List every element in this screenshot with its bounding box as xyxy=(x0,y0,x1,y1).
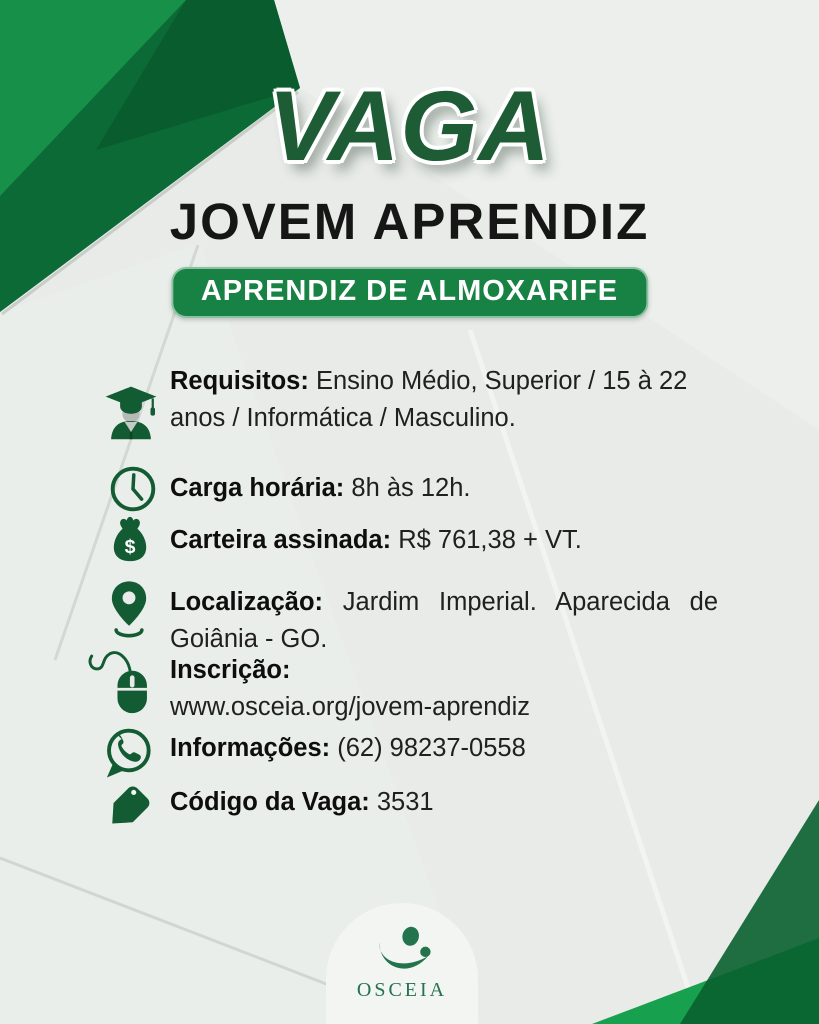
job-role-badge: APRENDIZ DE ALMOXARIFE xyxy=(171,267,648,318)
detail-value: R$ 761,38 + VT. xyxy=(398,526,582,554)
tag-icon xyxy=(98,778,156,836)
poster-title: VAGA xyxy=(268,70,551,181)
detail-value: 8h às 12h. xyxy=(351,474,471,502)
detail-carga-horaria xyxy=(170,470,718,507)
osceia-swoosh-icon xyxy=(350,925,454,977)
detail-label: Código da Vaga: xyxy=(170,788,370,816)
detail-label: Inscrição: xyxy=(170,656,291,684)
detail-label: Localização: xyxy=(170,588,324,616)
detail-value-line2: Goiânia - GO. xyxy=(170,625,328,653)
detail-code: 3531 xyxy=(376,788,434,816)
detail-carteira-assinada xyxy=(170,522,718,559)
detail-justified-line xyxy=(170,584,718,621)
detail-value: Ensino Médio, Superior / 15 à 22 xyxy=(315,367,688,395)
money-bag-icon xyxy=(104,512,156,568)
detail-requisitos xyxy=(170,363,718,437)
location-pin-icon xyxy=(106,580,152,640)
svg-text:$: $ xyxy=(124,536,136,558)
detail-label: Carga horária: xyxy=(170,474,345,502)
detail-value: Jardim Imperial. Aparecida de xyxy=(342,588,718,616)
detail-value-line2: anos / Informática / Masculino. xyxy=(170,404,516,432)
whatsapp-icon xyxy=(101,726,155,780)
clock-icon xyxy=(108,464,158,514)
detail-label: Informações: xyxy=(170,734,331,762)
osceia-logo-text: OSCEIA xyxy=(356,979,448,1001)
detail-inscricao xyxy=(170,652,718,726)
detail-label: Requisitos: xyxy=(170,367,309,395)
detail-label: Carteira assinada: xyxy=(170,526,392,554)
detail-url: www.osceia.org/jovem-aprendiz xyxy=(170,693,530,721)
detail-phone: (62) 98237-0558 xyxy=(337,734,526,762)
detail-informacoes xyxy=(170,730,718,767)
poster-subtitle: JOVEM APRENDIZ xyxy=(169,193,650,250)
graduate-icon xyxy=(102,382,160,442)
detail-localizacao xyxy=(170,584,718,658)
mouse-icon xyxy=(86,645,160,715)
detail-codigo-vaga xyxy=(170,784,718,821)
